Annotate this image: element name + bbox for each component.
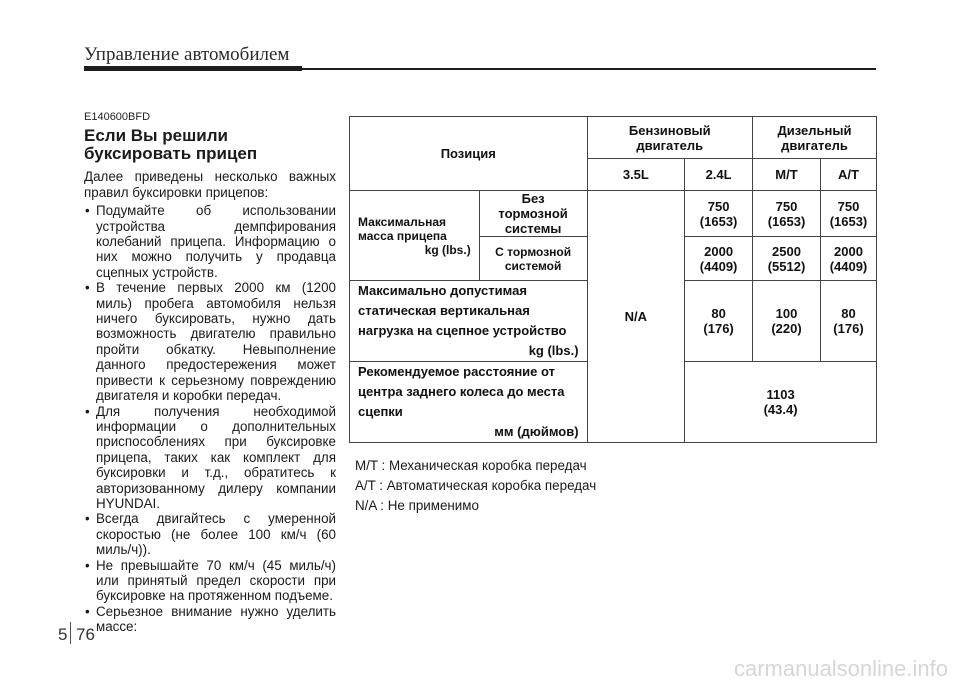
value: 2500 [772,243,801,259]
max-trailer-unit: kg (lbs.) [424,242,471,257]
value-cell [753,237,821,281]
watermark-text: carmanualsonline.info [733,656,948,681]
col-mt: M/T [753,159,821,191]
abbreviation-notes [355,456,596,516]
towing-spec-table [349,116,877,443]
col-at: A/T [820,159,876,191]
value-cell [820,237,876,281]
vert-load-label: Максимально допустимая статическая вертикальная нагрузка на сцепное устройство [358,283,567,338]
list-item: • Всегда двигайтесь с умеренной скоростью (не более 100 км/ч (60 миль/ч)). [84,511,336,557]
value-cell [685,281,753,362]
value-cell [685,237,753,281]
petrol-header-cell [587,117,752,159]
distance-label-cell [350,362,588,443]
chapter-number: 5 [58,625,68,644]
vert-load-unit: kg (lbs.) [528,343,579,358]
value-unit: (1653) [699,213,738,229]
distance-unit: мм (дюймов) [494,424,579,439]
value-cell [820,281,876,362]
header-rule-thick [84,66,302,71]
distance-value-cell [685,362,877,443]
distance-value: 1103 [766,387,795,402]
list-item: • Для получения необходимой информации о дополнительных приспособлениях при буксировке прицепа, таких как комплект для буксировки и т.д., обратитесь к авторизованному дилеру компании HYUNDAI. [84,404,336,512]
col-35l: 3.5L [587,159,685,191]
value-cell [685,191,753,237]
position-header-cell [350,117,588,191]
value: 80 [711,306,726,321]
col-24l: 2.4L [685,159,753,191]
value-unit: (176) [703,321,734,336]
na-value: N/A [624,309,648,324]
page-number: 76 [76,625,95,644]
value: 750 [837,198,860,214]
section-code: E140600BFD [84,111,151,123]
value-unit: (5512) [767,258,806,274]
diesel-header: Дизельный двигатель [777,122,852,153]
section-title: Если Вы решили буксировать прицеп [84,126,258,164]
value-unit: (4409) [699,258,738,274]
value-unit: (1653) [767,213,806,229]
value: 750 [707,198,730,214]
rules-list [84,203,336,634]
list-item: • Подумайте об использовании устройства демпфирования колебаний прицепа. Информацию о них можно получить у продавца сцепных устройств. [84,203,336,280]
with-brake-label: С тормозной системой [495,244,572,273]
na-cell [587,191,685,443]
page-header-title: Управление автомобилем [84,44,290,65]
note-line: N/A : Не применимо [355,498,479,513]
note-line: M/T : Механическая коробка передач [355,458,587,473]
section-intro: Далее приведены несколько важных правил буксировки прицепов: [84,169,336,200]
vert-load-label-cell [350,281,588,362]
note-line: A/T : Автоматическая коробка передач [355,478,597,493]
diesel-header-cell [753,117,877,159]
value-cell [820,191,876,237]
max-trailer-label-cell [350,191,480,281]
value: 80 [841,306,856,321]
max-trailer-label: Максимальная масса прицепа [358,214,447,243]
list-item: • В течение первых 2000 км (1200 миль) пробега автомобиля нельзя ничего буксировать, нужно дать возможность двигателю правильно пройти обкатку. Невыполнение данного предостережения может привести к серьезному повреждению двигателя и коробки передач. [84,280,336,403]
no-brake-label: Без тормозной системы [498,191,568,236]
with-brake-cell [479,237,587,281]
left-column [84,110,336,635]
page-number-separator [70,622,71,644]
petrol-header: Бензиновый двигатель [628,122,711,153]
value: 2000 [834,243,863,259]
value-unit: (1653) [829,213,868,229]
header-rule-thin [302,68,876,70]
value-cell [753,191,821,237]
value-unit: (220) [771,321,802,336]
position-header: Позиция [440,146,496,161]
distance-value-unit: (43.4) [763,402,798,417]
value-unit: (4409) [829,258,868,274]
value-unit: (176) [833,321,864,336]
no-brake-cell [479,191,587,237]
value: 100 [775,306,798,321]
list-item: • Не превышайте 70 км/ч (45 миль/ч) или принятый предел скорости при буксировке на протяженном подъеме. [84,558,336,604]
value: 2000 [704,243,734,259]
value: 750 [775,198,798,214]
value-cell [753,281,821,362]
list-item: • Серьезное внимание нужно уделить массе: [84,604,336,635]
distance-label: Рекомендуемое расстояние от центра заднего колеса до места сцепки [358,364,565,419]
